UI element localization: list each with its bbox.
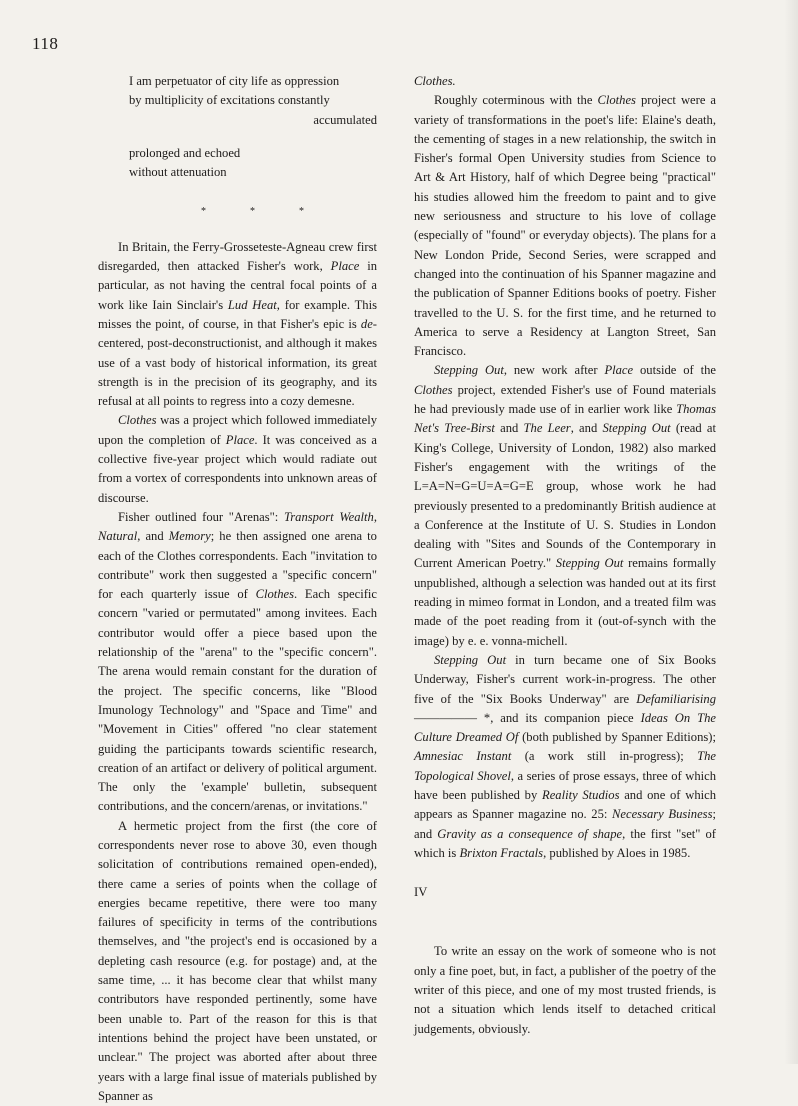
paragraph: A hermetic project from the first (the core of correspondents never rose to above 30, even though solicitation of contributions remained open-ended), there came a series of points when the collage of energies became repetitive, there were too many failures of specificity in terms of the contributions themselves, and "the project's end is occasioned by a depleting cash resource (e.g. for postage) and, at the same time, ... it has become clear that whilst many contributors have responded pertinently, some have been unable to. Part of the reason for this is that intentions behind the project have been unstated, or unclear." The project was aborted after about three years with a large final issue of materials published by Spanner as	[98, 818, 377, 1103]
paragraph: Fisher outlined four "Arenas": Transport Wealth, Natural, and Memory; he then assigned one arena to each of the Clothes correspondents. Each "invitation to contribute" work then suggested a "specific concern" for each quarterly issue of Clothes. Each specific concern "varied or permutated" among invitees. Each contributor would offer a piece based upon the relationship of the "arena" to the "specific concern". The arena would remain constant for the duration of the project. The specific concerns, like "Blood Imunology Technology" and "Space and Time" and "Movement in Cities" offered "no clear statement guiding the participants towards scientific research, creation of an artifact or delivery of political argument. The only the 'example' bulletin, subsequent contributions, and the concern/arenas, or invitations."	[98, 509, 377, 814]
paragraph: To write an essay on the work of someone who is not only a fine poet, but, in fact, a publisher of the poetry of the writer of this piece, and one of my most trusted friends, is not a situation which lends itself to detached critical judgements, obviously.	[414, 944, 716, 1036]
left-column	[98, 72, 377, 1106]
poem-line: accumulated	[313, 112, 377, 127]
right-column	[414, 72, 716, 1039]
poem-line: I am perpetuator of city life as oppression	[129, 74, 340, 88]
asterisk: *	[299, 206, 304, 218]
section-heading: IV	[414, 885, 428, 900]
asterisk: *	[250, 206, 255, 218]
paragraph: Clothes was a project which followed immediately upon the completion of Place. It was conceived as a collective five-year project which would radiate out from a vortex of correspondents into unknown areas of discourse.	[98, 413, 377, 505]
paragraph: Stepping Out, new work after Place outside of the Clothes project, extended Fisher's use of Found materials he had previously made use of in earlier work like Thomas Net's Tree-Birst and The Leer, and Stepping Out (read at King's College, University of London, 1982) also marked Fisher's engagement with the writings of the L=A=N=G=U=A=G=E group, whose work he had previously presented to a predominantly British audience at a Conference at the Institute of U. S. Studies in London dealing with "Sites and Sounds of the Contemporary in Current American Poetry." Stepping Out remains formally unpublished, although a selection was handed out at its first reading in mimeo format in London, and a treated film was made of the poet reading from it (out-of-synch with the image) by e. e. vonna-michell.	[414, 363, 716, 648]
poem-line: by multiplicity of excitations constantly	[129, 93, 330, 108]
paragraph: In Britain, the Ferry-Grosseteste-Agneau crew first disregarded, then attacked Fisher's work, Place in particular, as not having the central focal points of a work like Iain Sinclair's Lud Heat, for example. This misses the point, of course, in that Fisher's epic is de-centered, post-deconstructionist, and although it makes use of a vast body of historical information, its great strength is in the precision of its geography, and its refusal at all points to regress into a cozy demesne.	[98, 239, 378, 409]
poem-line: without attenuation	[129, 165, 227, 180]
page-number: 118	[32, 34, 59, 53]
paragraph: Stepping Out in turn became one of Six Books Underway, Fisher's current work-in-progress. The other five of the "Six Books Underway" are Defamiliarising ————— *, and its companion piece Ideas On The Culture Dreamed Of (both published by Spanner Editions); Amnesiac Instant (a work still in-progress); The Topological Shovel, a series of prose essays, three of which have been published by Reality Studios and one of which appears as Spanner magazine no. 25: Necessary Business; and Gravity as a consequence of shape, the first "set" of which is Brixton Fractals, published by Aloes in 1985.	[414, 652, 717, 860]
poem-line: prolonged and echoed	[129, 145, 241, 160]
paragraph: Roughly coterminous with the Clothes project were a variety of transformations in the poet's life: Elaine's death, the cementing of stages in a new relationship, the switch in Fisher's formal Open University studies from Science to Art & Art History, half of which Degree being "practical" his studies allowed him the freedom to paint and to give new seriousness and structure to his love of collage (especially of "found" or everyday objects). The plans for a New London Pride, Second Series, were scrapped and changed into the continuation of his Spanner magazine and the publication of Spanner Editions books of poetry. Fisher travelled to the U. S. for the first time, and he returned to America to serve a Residency at Langton Street, San Francisco.	[414, 93, 717, 359]
paragraph-continuation: Clothes.	[414, 74, 456, 88]
asterisk: *	[201, 206, 206, 218]
section-separator	[128, 202, 377, 221]
page-edge-shadow	[784, 0, 798, 1064]
poem-excerpt	[129, 72, 377, 182]
